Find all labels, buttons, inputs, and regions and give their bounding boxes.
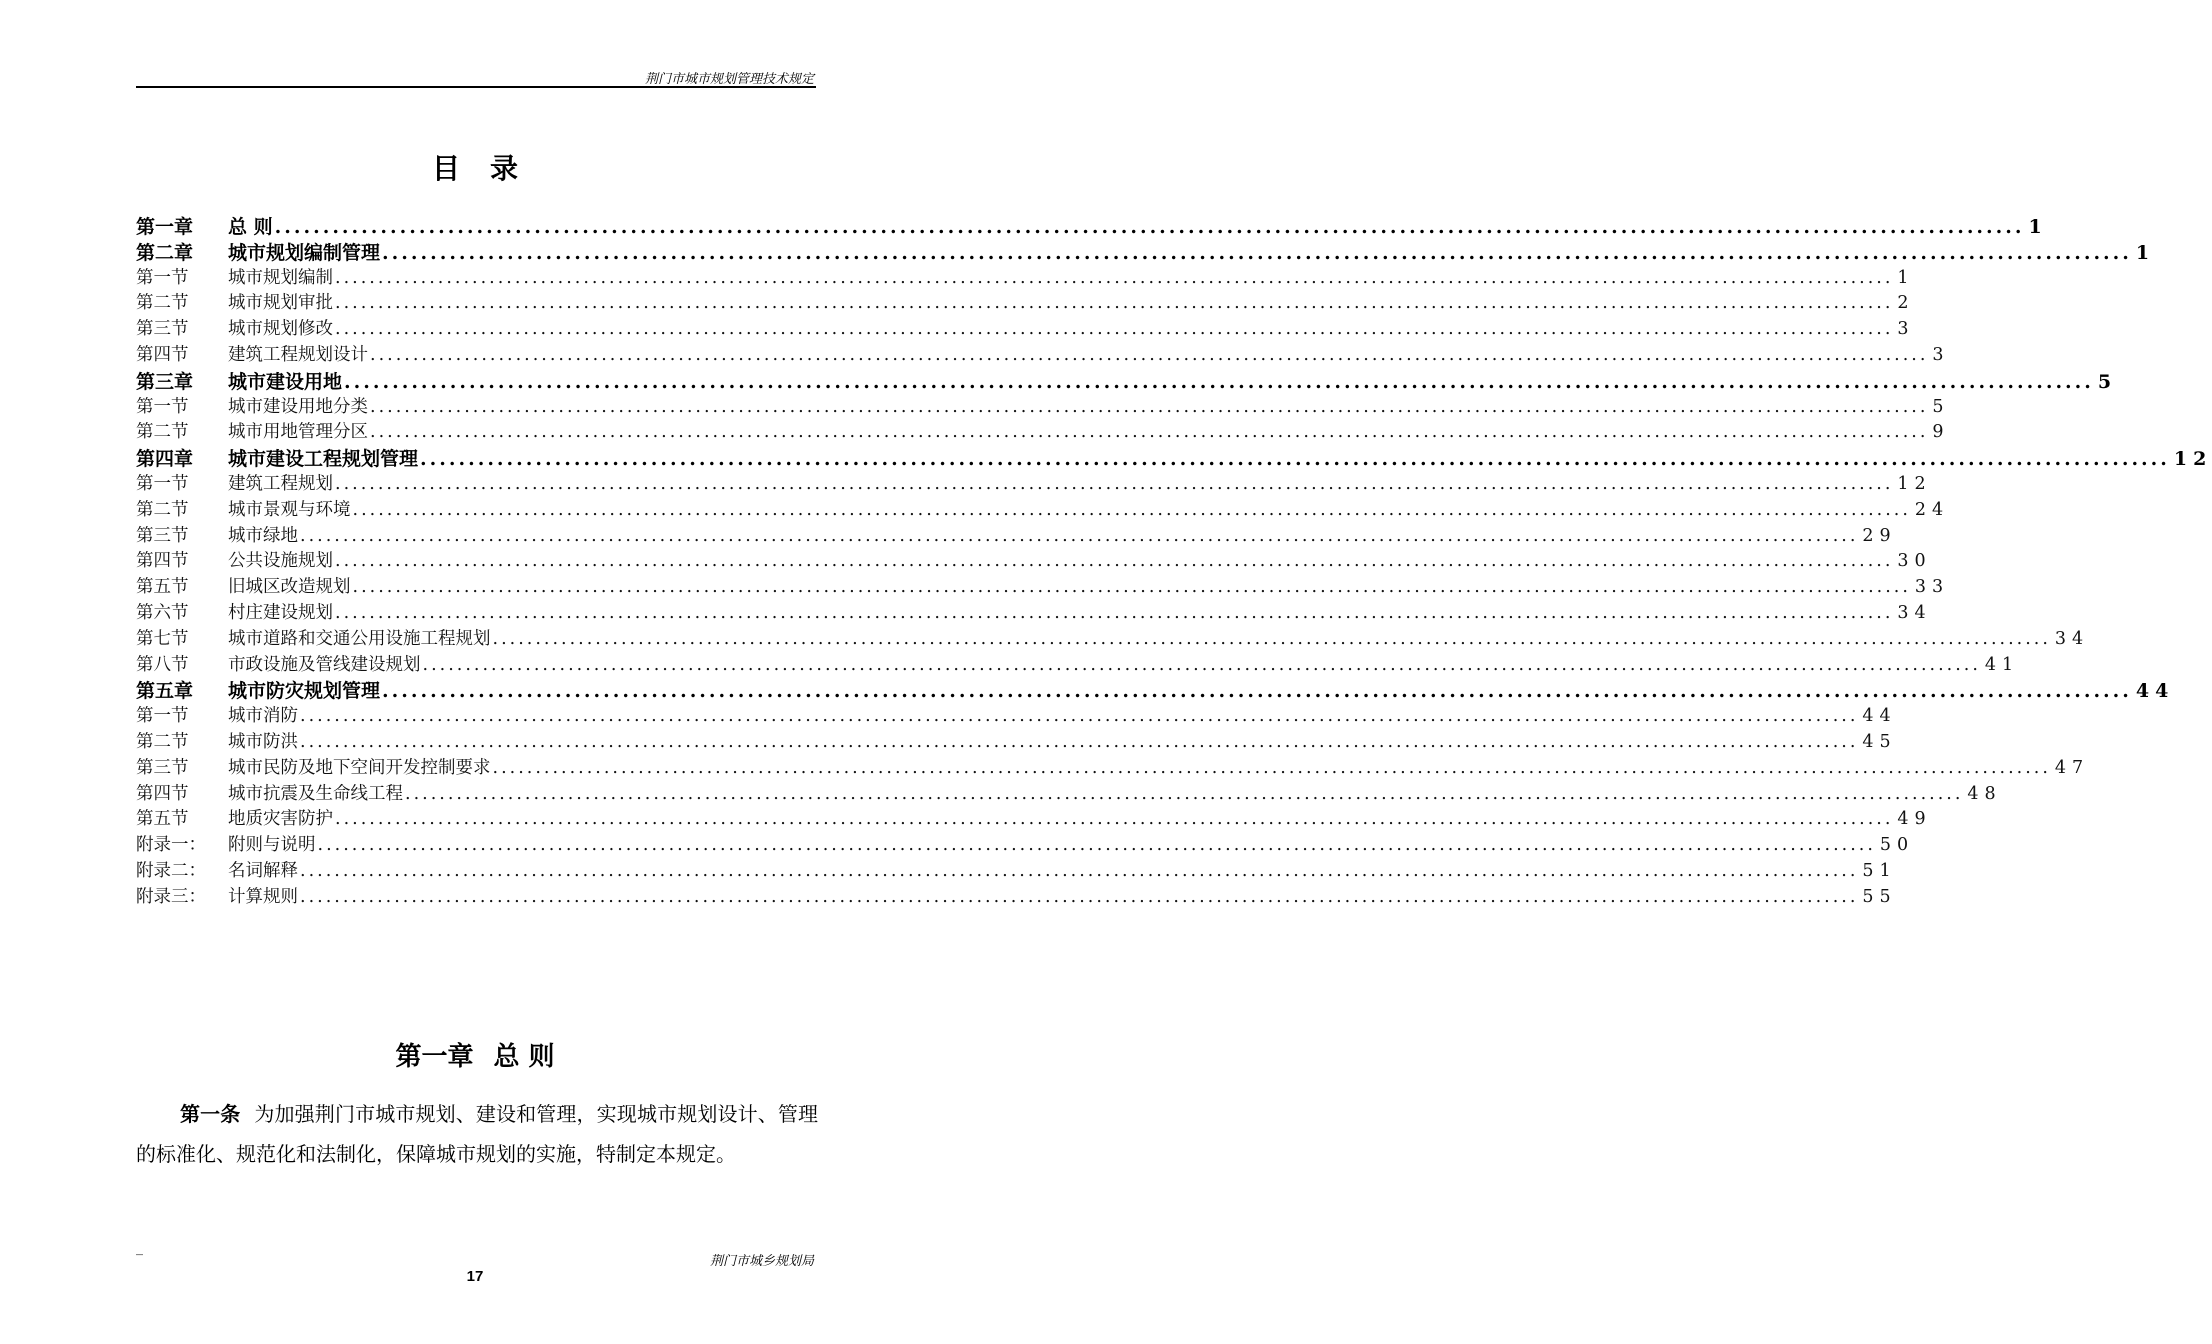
toc-entry-label: 城市防灾规划管理	[228, 680, 381, 703]
toc-leader-dots	[300, 732, 1858, 752]
toc-entry-number: 第四节	[136, 551, 189, 572]
toc-entry-page: 29	[1862, 525, 1897, 546]
toc-leader-dots	[344, 371, 2094, 393]
toc-entry-number: 第一节	[136, 267, 189, 288]
toc-entry-page: 44	[2135, 680, 2175, 703]
toc-entry-page: 30	[1897, 551, 1932, 572]
toc-entry[interactable]	[136, 212, 2048, 238]
toc-entry[interactable]	[136, 754, 2090, 780]
chapter-heading	[0, 1036, 950, 1073]
toc-entry[interactable]	[136, 805, 1932, 831]
article-label: 第一条	[180, 1102, 241, 1126]
toc-entry[interactable]	[136, 522, 1897, 548]
toc-entry-label: 城市用地管理分区	[228, 422, 368, 443]
toc-entry-label: 城市景观与环境	[228, 499, 351, 520]
toc-entry-page: 1	[2135, 241, 2156, 264]
toc-leader-dots	[353, 577, 1911, 597]
toc-entry[interactable]	[136, 857, 1897, 883]
toc-entry-label: 城市消防	[228, 706, 298, 727]
chapter-title: 总 则	[493, 1042, 555, 1072]
toc-entry-page: 48	[1967, 783, 2002, 804]
toc-entry-page: 45	[1862, 731, 1897, 752]
toc-entry-number: 第八节	[136, 654, 189, 675]
toc-leader-dots	[335, 809, 1893, 829]
toc-entry-label: 公共设施规划	[228, 551, 333, 572]
article-text: 为加强荆门市城市规划、建设和管理，实现城市规划设计、管理的标准化、规范化和法制化，保障城市规划的实施，特制定本规定。	[136, 1102, 819, 1166]
toc-entry[interactable]	[136, 547, 1932, 573]
toc-entry-number: 第一章	[136, 216, 194, 238]
toc-leader-dots	[370, 422, 1928, 442]
chapter-number: 第一章	[395, 1042, 474, 1072]
toc-entry-page: 34	[1897, 602, 1932, 623]
toc-entry[interactable]	[136, 702, 1897, 728]
toc-leader-dots	[335, 603, 1893, 623]
toc-entry-page: 12	[2173, 448, 2212, 471]
toc-entry-page: 55	[1862, 886, 1897, 907]
toc-entry-label: 市政设施及管线建设规划	[228, 654, 421, 675]
toc-entry-number: 第二节	[136, 731, 189, 752]
toc-entry-number: 第六节	[136, 602, 189, 623]
toc-entry[interactable]	[136, 573, 1950, 599]
toc-leader-dots	[300, 887, 1858, 907]
toc-entry-label: 总 则	[228, 216, 273, 238]
toc-leader-dots	[300, 526, 1858, 546]
toc-leader-dots	[493, 758, 2051, 778]
toc-entry-number: 附录二：	[136, 860, 206, 881]
toc-entry[interactable]	[136, 367, 2118, 393]
toc-entry[interactable]	[136, 238, 2156, 264]
toc-entry-page: 41	[1984, 654, 2020, 675]
toc-leader-dots	[493, 629, 2051, 649]
toc-entry-number: 第四章	[136, 448, 194, 471]
toc-leader-dots	[275, 216, 2025, 238]
toc-entry-page: 9	[1932, 422, 1950, 443]
toc-entry-page: 2	[1897, 293, 1915, 314]
toc-entry-label: 城市绿地	[228, 525, 298, 546]
toc-entry-number: 第三节	[136, 319, 189, 340]
toc-entry[interactable]	[136, 393, 1950, 419]
toc-entry-number: 第四节	[136, 344, 189, 365]
toc-entry[interactable]	[136, 496, 1950, 522]
toc-entry-page: 12	[1897, 473, 1932, 494]
toc-entry-number: 第二章	[136, 241, 194, 264]
toc-entry-label: 地质灾害防护	[228, 809, 333, 830]
footer-mark: _	[136, 1240, 143, 1256]
toc-leader-dots	[423, 655, 1981, 675]
toc-entry-number: 第三章	[136, 370, 194, 393]
toc-entry[interactable]	[136, 883, 1897, 909]
toc-leader-dots	[335, 551, 1893, 571]
toc-entry[interactable]	[136, 676, 2175, 703]
toc-entry-number: 第七节	[136, 628, 189, 649]
toc-entry-page: 44	[1862, 706, 1897, 727]
toc-entry-label: 旧城区改造规划	[228, 577, 351, 598]
toc-entry-page: 49	[1897, 809, 1932, 830]
toc-entry-number: 第五节	[136, 577, 189, 598]
toc-leader-dots	[353, 500, 1911, 520]
toc-entry-number: 附录一：	[136, 835, 206, 856]
toc-entry-label: 建筑工程规划设计	[228, 344, 368, 365]
running-header: 荆门市城市规划管理技术规定	[644, 72, 814, 87]
toc-entry-page: 1	[1897, 267, 1915, 288]
toc-entry-number: 第四节	[136, 783, 189, 804]
toc-leader-dots	[335, 268, 1893, 288]
toc-leader-dots	[335, 319, 1893, 339]
toc-leader-dots	[300, 861, 1858, 881]
toc-entry-number: 第三节	[136, 757, 189, 778]
toc-entry-page: 50	[1879, 835, 1915, 856]
toc-entry-page: 3	[1932, 344, 1950, 365]
toc-leader-dots	[382, 242, 2132, 264]
toc-leader-dots	[300, 706, 1858, 726]
toc-entry-number: 第二节	[136, 422, 189, 443]
toc-entry-page: 5	[1932, 396, 1950, 417]
toc-entry-page: 34	[2054, 628, 2090, 649]
toc-entry-label: 城市民防及地下空间开发控制要求	[228, 757, 491, 778]
toc-entry-page: 3	[1897, 319, 1915, 340]
article-paragraph	[136, 1094, 818, 1174]
header-rule	[136, 86, 816, 88]
toc-entry-number: 第一节	[136, 706, 189, 727]
toc-entry[interactable]	[136, 728, 1897, 754]
toc-entry-number: 第五章	[136, 680, 194, 703]
toc-entry-number: 第一节	[136, 396, 189, 417]
toc-title: 目录	[431, 152, 548, 185]
toc-entry-label: 城市规划编制	[228, 267, 333, 288]
page-number: 17	[466, 1268, 484, 1285]
toc-entry[interactable]	[136, 780, 2002, 806]
toc-entry-number: 第三节	[136, 525, 189, 546]
toc-entry-label: 城市规划编制管理	[228, 241, 381, 264]
toc-entry-label: 附则与说明	[228, 835, 316, 856]
toc-entry[interactable]	[136, 625, 2090, 651]
toc-entry-number: 第一节	[136, 473, 189, 494]
toc-entry-label: 城市建设用地分类	[228, 396, 368, 417]
toc-entry-number: 附录三：	[136, 886, 206, 907]
toc-leader-dots	[335, 474, 1893, 494]
toc-entry-label: 城市道路和交通公用设施工程规划	[228, 628, 491, 649]
toc-entry-label: 城市规划审批	[228, 293, 333, 314]
toc-leader-dots	[370, 345, 1928, 365]
toc-entry-label: 城市抗震及生命线工程	[228, 783, 403, 804]
toc-entry-page: 24	[1914, 499, 1950, 520]
toc-entry-label: 城市规划修改	[228, 319, 333, 340]
toc-leader-dots	[405, 784, 1963, 804]
toc-entry[interactable]	[136, 651, 2020, 677]
toc-entry-label: 城市建设工程规划管理	[228, 448, 419, 471]
toc-entry-page: 51	[1862, 860, 1897, 881]
toc-entry-label: 建筑工程规划	[228, 473, 333, 494]
toc-entry[interactable]	[136, 418, 1950, 444]
toc-leader-dots	[420, 448, 2170, 470]
toc-leader-dots	[318, 835, 1876, 855]
toc-entry-label: 名词解释	[228, 860, 298, 881]
toc-leader-dots	[370, 397, 1928, 417]
toc-entry[interactable]	[136, 289, 1915, 315]
toc-entry[interactable]	[136, 264, 1915, 290]
toc-entry[interactable]	[136, 444, 2212, 471]
toc-entry-label: 城市建设用地	[228, 370, 343, 393]
toc-entry-label: 城市防洪	[228, 731, 298, 752]
toc-entry-page: 33	[1914, 577, 1950, 598]
toc-entry[interactable]	[136, 315, 1915, 341]
toc-entry[interactable]	[136, 599, 1932, 625]
toc-entry[interactable]	[136, 470, 1932, 496]
toc-entry-number: 第五节	[136, 809, 189, 830]
toc-entry-page: 47	[2054, 757, 2090, 778]
toc-entry-label: 村庄建设规划	[228, 602, 333, 623]
toc-entry[interactable]	[136, 831, 1915, 857]
toc-leader-dots	[382, 680, 2132, 702]
toc-entry-number: 第二节	[136, 293, 189, 314]
footer-org: 荆门市城乡规划局	[709, 1254, 814, 1269]
toc-leader-dots	[335, 293, 1893, 313]
table-of-contents	[136, 212, 2212, 909]
toc-entry-page: 5	[2097, 370, 2118, 393]
toc-entry[interactable]	[136, 341, 1950, 367]
toc-entry-number: 第二节	[136, 499, 189, 520]
toc-entry-page: 1	[2028, 216, 2048, 238]
toc-entry-label: 计算规则	[228, 886, 298, 907]
